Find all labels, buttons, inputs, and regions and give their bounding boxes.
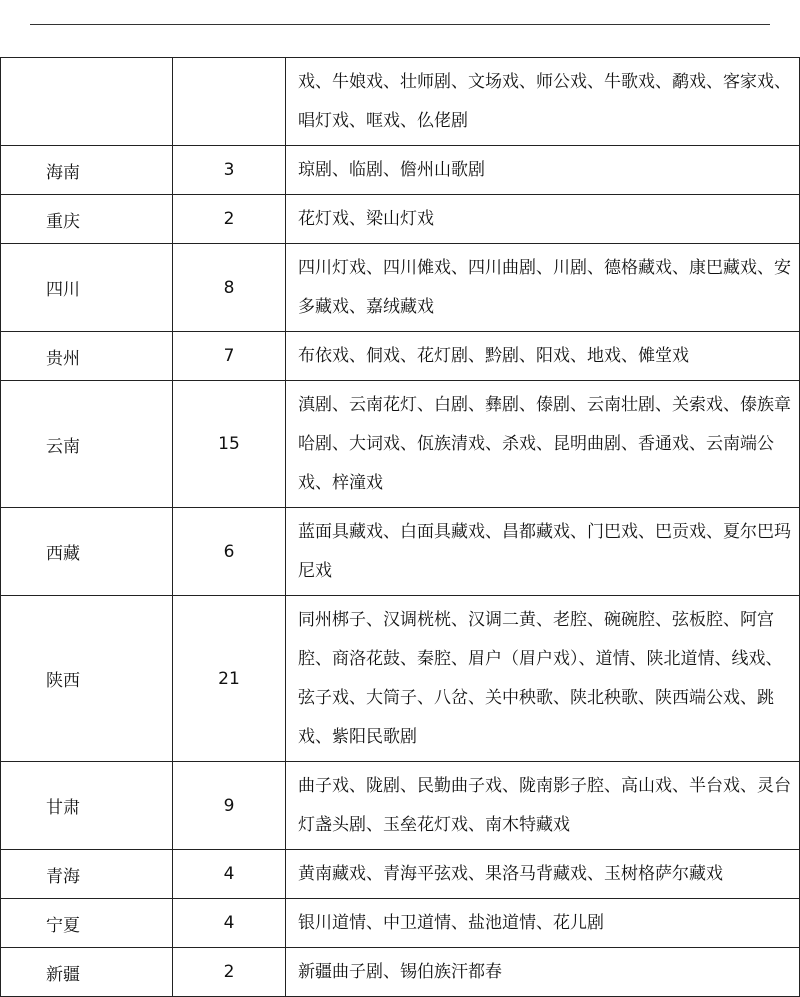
- count-cell: 9: [173, 762, 286, 850]
- region-cell: 新疆: [1, 948, 173, 997]
- region-cell: 宁夏: [1, 899, 173, 948]
- count-cell: 2: [173, 195, 286, 244]
- opera-list-cell: 曲子戏、陇剧、民勤曲子戏、陇南影子腔、高山戏、半台戏、灵台灯盏头剧、玉垒花灯戏、南木特藏戏: [286, 762, 800, 850]
- opera-list-cell: 戏、牛娘戏、壮师剧、文场戏、师公戏、牛歌戏、鹬戏、客家戏、唱灯戏、哐戏、仫佬剧: [286, 58, 800, 146]
- region-cell: 云南: [1, 381, 173, 508]
- region-cell: 西藏: [1, 508, 173, 596]
- table-row: [1, 58, 800, 146]
- table-row: [1, 195, 800, 244]
- table-row: [1, 762, 800, 850]
- count-cell: 8: [173, 244, 286, 332]
- table-row: [1, 146, 800, 195]
- table-row: [1, 948, 800, 997]
- region-cell: 海南: [1, 146, 173, 195]
- count-cell: 3: [173, 146, 286, 195]
- opera-list-cell: 银川道情、中卫道情、盐池道情、花儿剧: [286, 899, 800, 948]
- region-cell: 重庆: [1, 195, 173, 244]
- table-row: [1, 508, 800, 596]
- opera-list-cell: 四川灯戏、四川傩戏、四川曲剧、川剧、德格藏戏、康巴藏戏、安多藏戏、嘉绒藏戏: [286, 244, 800, 332]
- region-cell: 陕西: [1, 596, 173, 762]
- count-cell: 7: [173, 332, 286, 381]
- region-cell: 四川: [1, 244, 173, 332]
- region-cell: [1, 58, 173, 146]
- table-row: [1, 899, 800, 948]
- count-cell: 4: [173, 899, 286, 948]
- table-row: [1, 596, 800, 762]
- table-row: [1, 332, 800, 381]
- opera-list-cell: 同州梆子、汉调桄桄、汉调二黄、老腔、碗碗腔、弦板腔、阿宫腔、商洛花鼓、秦腔、眉户（眉户戏）、道情、陕北道情、线戏、弦子戏、大筒子、八岔、关中秧歌、陕北秧歌、陕西端公戏、跳戏、紫阳民歌剧: [286, 596, 800, 762]
- table-row: [1, 850, 800, 899]
- opera-list-cell: 蓝面具藏戏、白面具藏戏、昌都藏戏、门巴戏、巴贡戏、夏尔巴玛尼戏: [286, 508, 800, 596]
- opera-list-cell: 黄南藏戏、青海平弦戏、果洛马背藏戏、玉树格萨尔藏戏: [286, 850, 800, 899]
- table-row: [1, 381, 800, 508]
- table-row: [1, 244, 800, 332]
- region-cell: 甘肃: [1, 762, 173, 850]
- opera-list-cell: 布依戏、侗戏、花灯剧、黔剧、阳戏、地戏、傩堂戏: [286, 332, 800, 381]
- count-cell: [173, 58, 286, 146]
- opera-list-cell: 花灯戏、梁山灯戏: [286, 195, 800, 244]
- count-cell: 21: [173, 596, 286, 762]
- header-rule: [30, 24, 770, 25]
- count-cell: 15: [173, 381, 286, 508]
- count-cell: 6: [173, 508, 286, 596]
- region-cell: 贵州: [1, 332, 173, 381]
- count-cell: 4: [173, 850, 286, 899]
- count-cell: 2: [173, 948, 286, 997]
- opera-list-cell: 滇剧、云南花灯、白剧、彝剧、傣剧、云南壮剧、关索戏、傣族章哈剧、大词戏、佤族清戏、杀戏、昆明曲剧、香通戏、云南端公戏、梓潼戏: [286, 381, 800, 508]
- opera-list-cell: 新疆曲子剧、锡伯族汗都春: [286, 948, 800, 997]
- opera-list-cell: 琼剧、临剧、儋州山歌剧: [286, 146, 800, 195]
- opera-table: [0, 57, 800, 997]
- region-cell: 青海: [1, 850, 173, 899]
